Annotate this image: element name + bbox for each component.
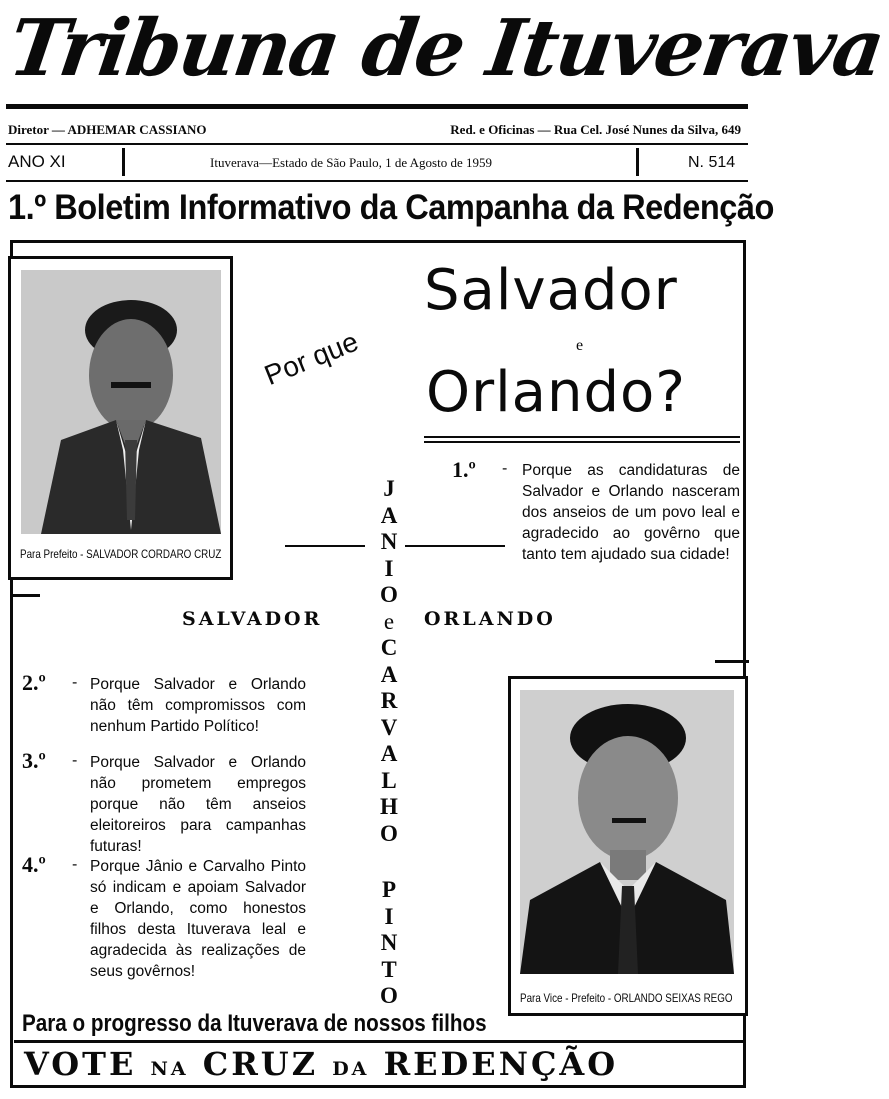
infobar-top-rule xyxy=(6,143,748,145)
prefeito-photo xyxy=(21,270,221,534)
reason-4-number: 4.º xyxy=(22,852,46,877)
names-underline-2 xyxy=(424,441,740,443)
vertical-letter: C xyxy=(380,635,398,660)
masthead-rule xyxy=(6,104,748,109)
vote-word: CRUZ xyxy=(202,1045,319,1083)
director-line: Diretor — ADHEMAR CASSIANO xyxy=(8,122,207,137)
prefeito-caption: Para Prefeito - SALVADOR CORDARO CRUZ xyxy=(20,547,222,561)
dateline: Ituverava—Estado de São Paulo, 1 de Agosto de 1959 xyxy=(210,155,492,170)
right-bracket-top xyxy=(715,660,749,663)
vote-word: NA xyxy=(150,1058,189,1080)
reason-1-text: Porque as candidaturas de Salvador e Orlando nasceram dos anseios de um povo leal e agradecido ao govêrno que tanto tem ajudado sua cidade! xyxy=(522,462,740,563)
vertical-letter: N xyxy=(380,930,398,955)
address-line: Red. e Oficinas — Rua Cel. José Nunes da Silva, 649 xyxy=(450,122,741,137)
progress-slogan: Para o progresso da Ituverava de nossos filhos xyxy=(22,1010,487,1037)
decorative-dash-left xyxy=(285,545,365,547)
infobar-bottom-rule xyxy=(6,180,748,182)
decorative-dash-right xyxy=(405,545,505,547)
left-bracket-top xyxy=(10,594,40,597)
vice-caption: Para Vice - Prefeito - ORLANDO SEIXAS REGO xyxy=(520,991,733,1005)
prefeito-portrait-image xyxy=(21,270,221,534)
vertical-letter: O xyxy=(380,582,398,607)
vote-word: VOTE xyxy=(24,1045,137,1083)
masthead-title: Tribuna de Ituverava xyxy=(3,3,889,94)
year-label: ANO XI xyxy=(8,152,66,171)
footer-rule xyxy=(14,1040,744,1043)
reason-2-dash: - xyxy=(72,674,78,691)
vertical-letter: P xyxy=(381,877,397,902)
reason-3-dash: - xyxy=(72,752,78,769)
vertical-letter: J xyxy=(383,476,395,501)
vertical-letter: V xyxy=(380,714,398,740)
por-que-label: Por que xyxy=(260,325,363,392)
vertical-letter: O xyxy=(380,820,398,846)
vertical-letter: R xyxy=(380,688,398,713)
reason-3-number: 3.º xyxy=(22,748,46,773)
reason-1-dash: - xyxy=(502,460,508,477)
vertical-letter: N xyxy=(380,529,398,554)
vertical-letter: e xyxy=(383,608,395,634)
vote-slogan xyxy=(24,1045,618,1083)
salvador-label: SALVADOR xyxy=(182,608,323,630)
reason-3-text: Porque Salvador e Orlando não prometem empregos porque não têm anseios eleitoreiros para campanhas futuras! xyxy=(90,754,306,855)
orlando-name: Orlando? xyxy=(426,360,686,425)
vertical-letter: A xyxy=(380,741,398,766)
infobar-divider-right xyxy=(636,148,639,176)
vote-word: REDENÇÃO xyxy=(383,1045,619,1083)
left-bracket-vertical xyxy=(10,594,13,1004)
issue-number: N. 514 xyxy=(688,154,736,171)
e-conjunction: e xyxy=(576,337,584,354)
vertical-letter: A xyxy=(380,502,398,528)
vertical-letter: H xyxy=(380,794,398,819)
infobar-divider-left xyxy=(122,148,125,176)
vertical-letter: A xyxy=(380,661,398,687)
vertical-letter: T xyxy=(381,956,397,982)
vote-word: DA xyxy=(332,1058,370,1080)
reason-1-number: 1.º xyxy=(452,457,476,482)
vice-portrait-image xyxy=(520,690,734,974)
salvador-name: Salvador xyxy=(424,258,678,323)
vice-photo xyxy=(520,690,734,974)
reason-2-text: Porque Salvador e Orlando não têm compromissos com nenhum Partido Político! xyxy=(90,676,306,735)
vertical-letter: I xyxy=(384,555,394,581)
vertical-letter: L xyxy=(381,767,397,793)
reason-4-dash: - xyxy=(72,856,78,873)
reason-2-number: 2.º xyxy=(22,670,46,695)
bulletin-headline: 1.º Boletim Informativo da Campanha da Redenção xyxy=(8,188,774,227)
vertical-letter: O xyxy=(380,983,398,1008)
vertical-letter: I xyxy=(384,903,394,929)
orlando-label: ORLANDO xyxy=(424,608,556,630)
janio-carvalho-pinto-vertical xyxy=(374,476,404,1010)
reason-4-text: Porque Jânio e Carvalho Pinto só indicam e apoiam Salvador e Orlando, como honestos filhos desta Ituverava leal e agradecida às realizações de seus govêrnos! xyxy=(90,858,306,980)
names-underline-1 xyxy=(424,436,740,438)
